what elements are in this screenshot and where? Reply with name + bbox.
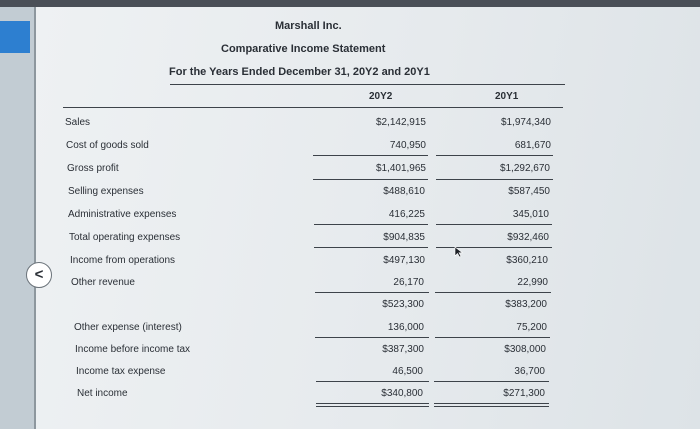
- row-label-gross-profit: Gross profit: [67, 163, 119, 174]
- mouse-cursor-icon: [454, 246, 464, 258]
- income-before-tax-20y1: $308,000: [504, 344, 546, 355]
- tax-underline-20y2: [316, 381, 429, 382]
- statement-title: Comparative Income Statement: [221, 43, 386, 55]
- header-rule: [170, 84, 565, 85]
- selling-expenses-20y2: $488,610: [383, 186, 425, 197]
- row-label-administrative-expenses: Administrative expenses: [68, 209, 177, 220]
- other-revenue-underline-20y1: [435, 292, 551, 293]
- cogs-20y1: 681,670: [514, 140, 551, 151]
- net-income-20y2: $340,800: [381, 388, 423, 399]
- administrative-expenses-20y1: 345,010: [512, 209, 549, 220]
- row-label-income-from-operations: Income from operations: [70, 255, 176, 266]
- income-tax-expense-20y1: 36,700: [514, 366, 545, 377]
- net-income-double-rule-1-20y1: [434, 403, 549, 404]
- administrative-expenses-20y2: 416,225: [388, 209, 425, 220]
- admin-underline-20y2: [314, 224, 428, 225]
- subtotal-20y2: $523,300: [382, 299, 424, 310]
- period-title: For the Years Ended December 31, 20Y2 and 20Y1: [169, 66, 430, 78]
- gross-profit-underline-20y2: [313, 179, 428, 180]
- net-income-double-rule-1-20y2: [316, 403, 429, 404]
- column-header-20y1: 20Y1: [495, 91, 519, 102]
- column-header-20y2: 20Y2: [369, 91, 393, 102]
- other-expense-20y2: 136,000: [387, 322, 424, 333]
- row-label-total-operating-expenses: Total operating expenses: [69, 232, 181, 243]
- chevron-left-icon: <: [34, 266, 44, 283]
- income-tax-expense-20y2: 46,500: [392, 366, 423, 377]
- row-label-net-income: Net income: [77, 388, 128, 399]
- tax-underline-20y1: [434, 381, 549, 382]
- subtotal-20y1: $383,200: [505, 299, 547, 310]
- income-before-tax-20y2: $387,300: [382, 344, 424, 355]
- other-expense-underline-20y2: [315, 337, 429, 338]
- gross-profit-20y2: $1,401,965: [375, 163, 426, 174]
- row-label-other-expense: Other expense (interest): [74, 322, 182, 333]
- sidebar: [0, 7, 34, 429]
- back-chevron-button[interactable]: [26, 262, 52, 288]
- company-title: Marshall Inc.: [275, 20, 342, 32]
- gross-profit-underline-20y1: [436, 179, 553, 180]
- income-from-operations-20y2: $497,130: [383, 255, 425, 266]
- window-top-bar: [0, 0, 700, 7]
- row-label-other-revenue: Other revenue: [71, 277, 135, 288]
- row-label-income-before-tax: Income before income tax: [75, 344, 191, 355]
- income-from-operations-20y1: $360,210: [506, 255, 548, 266]
- column-header-rule: [63, 107, 563, 108]
- other-expense-underline-20y1: [435, 337, 550, 338]
- gross-profit-20y1: $1,292,670: [499, 163, 550, 174]
- row-label-sales: Sales: [65, 117, 91, 128]
- selling-expenses-20y1: $587,450: [508, 186, 550, 197]
- total-operating-expenses-20y2: $904,835: [383, 232, 425, 243]
- other-expense-20y1: 75,200: [516, 322, 547, 333]
- net-income-20y1: $271,300: [503, 388, 545, 399]
- other-revenue-20y1: 22,990: [517, 277, 548, 288]
- row-label-cogs: Cost of goods sold: [66, 140, 149, 151]
- sales-20y2: $2,142,915: [375, 117, 426, 128]
- total-opex-underline-20y2: [314, 247, 428, 248]
- sidebar-accent-tab[interactable]: [0, 21, 30, 53]
- admin-underline-20y1: [436, 224, 552, 225]
- row-label-income-tax-expense: Income tax expense: [76, 366, 166, 377]
- net-income-double-rule-2-20y1: [434, 406, 549, 407]
- other-revenue-20y2: 26,170: [393, 277, 424, 288]
- row-label-selling-expenses: Selling expenses: [68, 186, 144, 197]
- net-income-double-rule-2-20y2: [316, 406, 429, 407]
- cogs-underline-20y2: [313, 155, 428, 156]
- cogs-underline-20y1: [436, 155, 553, 156]
- total-operating-expenses-20y1: $932,460: [507, 232, 549, 243]
- cogs-20y2: 740,950: [389, 140, 426, 151]
- sales-20y1: $1,974,340: [500, 117, 551, 128]
- other-revenue-underline-20y2: [315, 292, 429, 293]
